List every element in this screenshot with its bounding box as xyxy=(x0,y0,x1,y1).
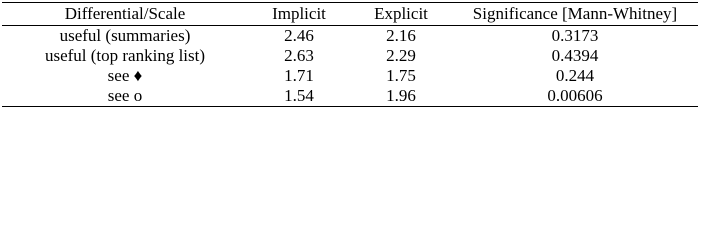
cell-significance: 0.3173 xyxy=(551,26,599,45)
cell-explicit: 1.75 xyxy=(386,66,416,85)
header-differential-scale: Differential/Scale xyxy=(2,3,248,26)
cell-explicit: 2.29 xyxy=(386,46,416,65)
cell-implicit: 2.63 xyxy=(284,46,314,65)
cell-significance: 0.4394 xyxy=(551,46,599,65)
header-implicit: Implicit xyxy=(248,3,350,26)
cell-differential: see ♦ xyxy=(107,66,143,85)
cell-differential: useful (summaries) xyxy=(59,26,191,45)
cell-differential: useful (top ranking list) xyxy=(44,46,206,65)
table-row xyxy=(2,66,698,86)
header-row xyxy=(2,3,698,26)
results-table xyxy=(2,2,698,107)
cell-implicit: 1.54 xyxy=(248,86,350,107)
cell-explicit: 2.16 xyxy=(386,26,416,45)
table-row xyxy=(2,26,698,47)
cell-explicit: 1.96 xyxy=(350,86,452,107)
cell-significance: 0.00606 xyxy=(452,86,698,107)
cell-significance: 0.244 xyxy=(555,66,595,85)
cell-differential: see o xyxy=(2,86,248,107)
header-significance: Significance [Mann-Whitney] xyxy=(452,3,698,26)
table-row xyxy=(2,86,698,107)
cell-implicit: 2.46 xyxy=(284,26,314,45)
table-row xyxy=(2,46,698,66)
header-explicit: Explicit xyxy=(350,3,452,26)
table-body xyxy=(2,26,698,107)
table-header xyxy=(2,3,698,26)
cell-implicit: 1.71 xyxy=(284,66,314,85)
